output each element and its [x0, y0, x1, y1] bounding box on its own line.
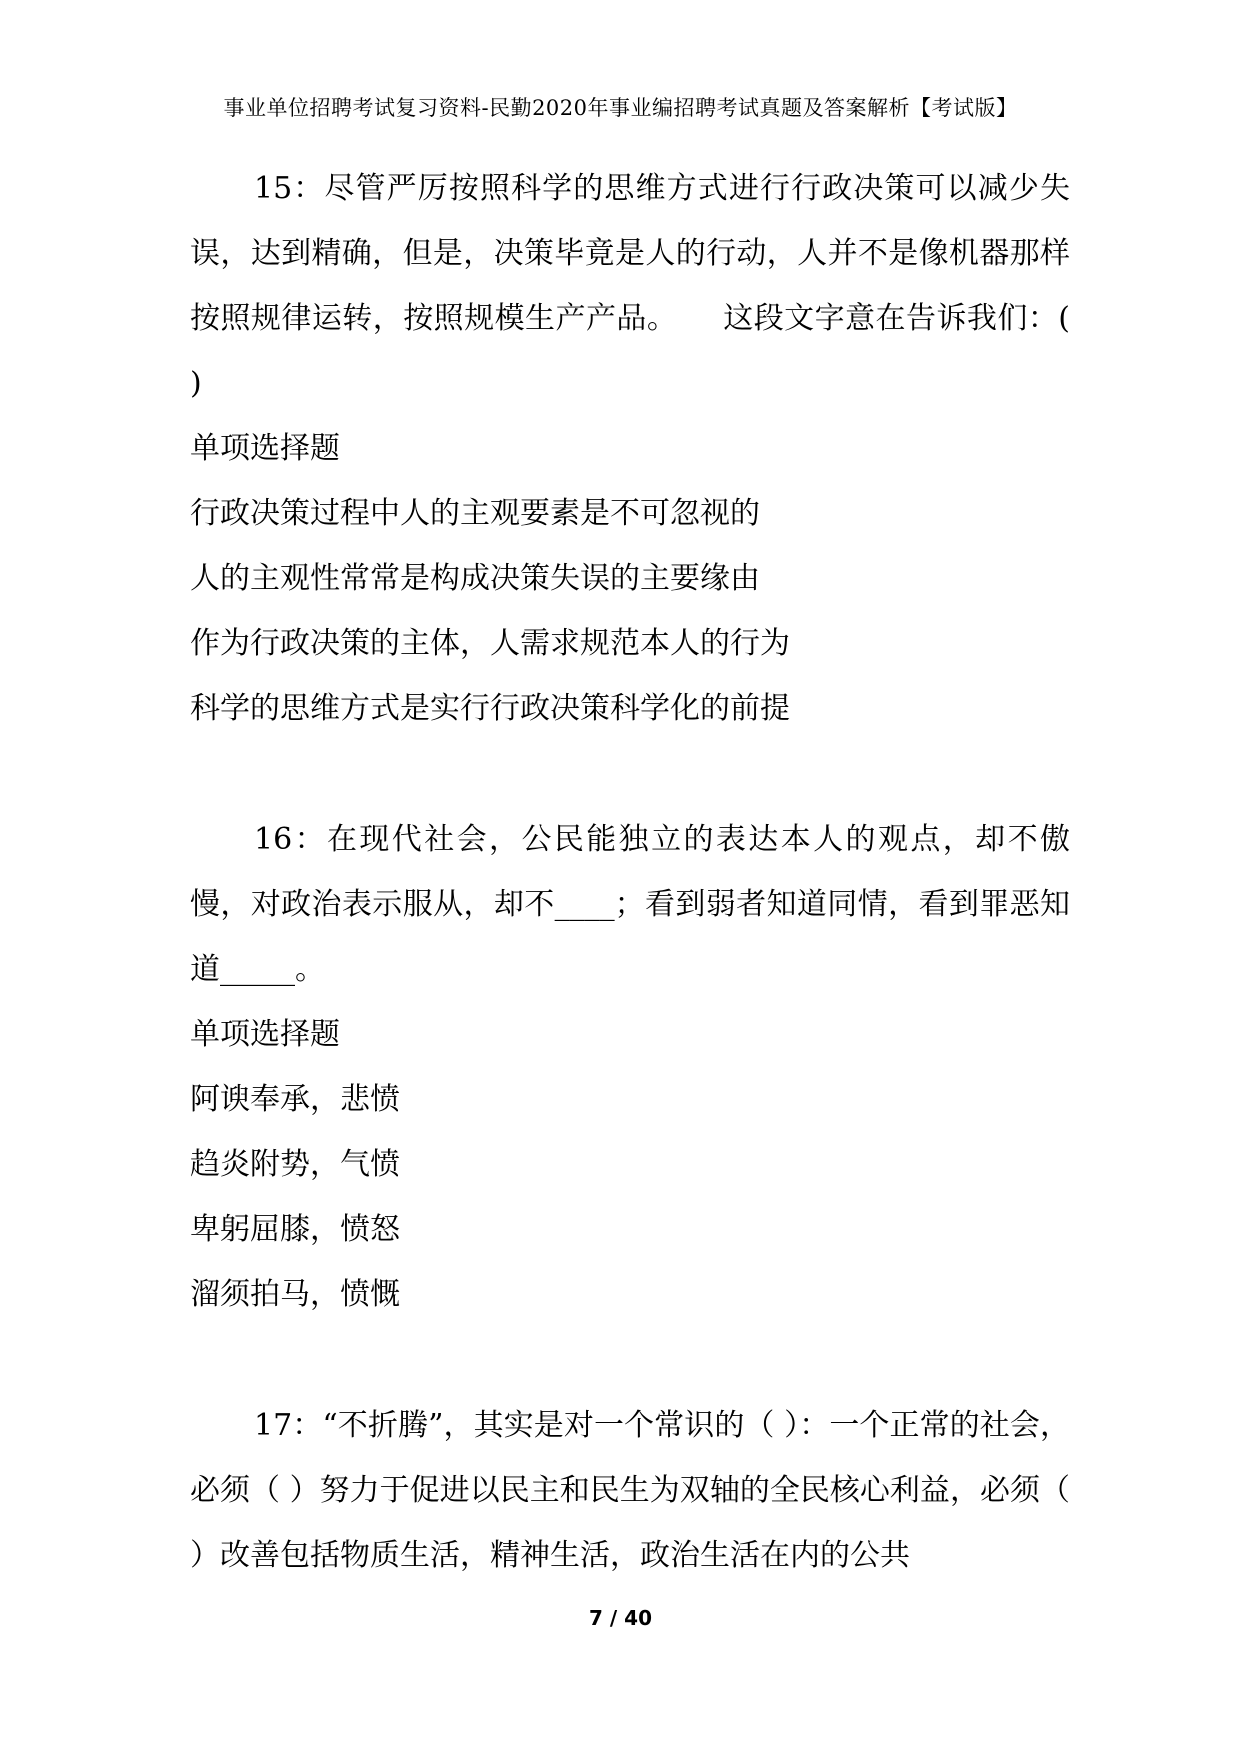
- question-stem: 16：在现代社会，公民能独立的表达本人的观点，却不傲慢，对政治表示服从，却不____；看到弱者知道同情，看到罪恶知道_____。: [190, 822, 1070, 987]
- document-body: [190, 156, 1070, 1654]
- page-number: 7 / 40: [589, 1606, 652, 1630]
- option-a: 阿谀奉承，悲愤: [190, 1082, 400, 1117]
- option-d: 溜须拍马，愤慨: [190, 1277, 400, 1312]
- question-15: [190, 156, 1070, 741]
- question-type: 单项选择题: [190, 431, 340, 466]
- option-b: 趋炎附势，气愤: [190, 1147, 400, 1182]
- question-17: [190, 1393, 1070, 1588]
- page-header: 事业单位招聘考试复习资料-民勤2020年事业编招聘考试真题及答案解析【考试版】: [223, 96, 1018, 120]
- option-d: 科学的思维方式是实行行政决策科学化的前提: [190, 691, 790, 726]
- option-c: 卑躬屈膝，愤怒: [190, 1212, 400, 1247]
- question-stem: 15：尽管严厉按照科学的思维方式进行行政决策可以减少失误，达到精确，但是，决策毕竟是人的行动，人并不是像机器那样按照规律运转，按照规模生产产品。 这段文字意在告诉我们：( ): [190, 171, 1070, 401]
- option-c: 作为行政决策的主体，人需求规范本人的行为: [190, 626, 790, 661]
- question-16: [190, 807, 1070, 1327]
- option-a: 行政决策过程中人的主观要素是不可忽视的: [190, 496, 760, 531]
- option-b: 人的主观性常常是构成决策失误的主要缘由: [190, 561, 760, 596]
- question-stem: 17：“不折腾”，其实是对一个常识的（ ）：一个正常的社会，必须（ ）努力于促进以民主和民生为双轴的全民核心利益，必须（ ）改善包括物质生活，精神生活，政治生活在内的公共: [190, 1408, 1070, 1573]
- question-type: 单项选择题: [190, 1017, 340, 1052]
